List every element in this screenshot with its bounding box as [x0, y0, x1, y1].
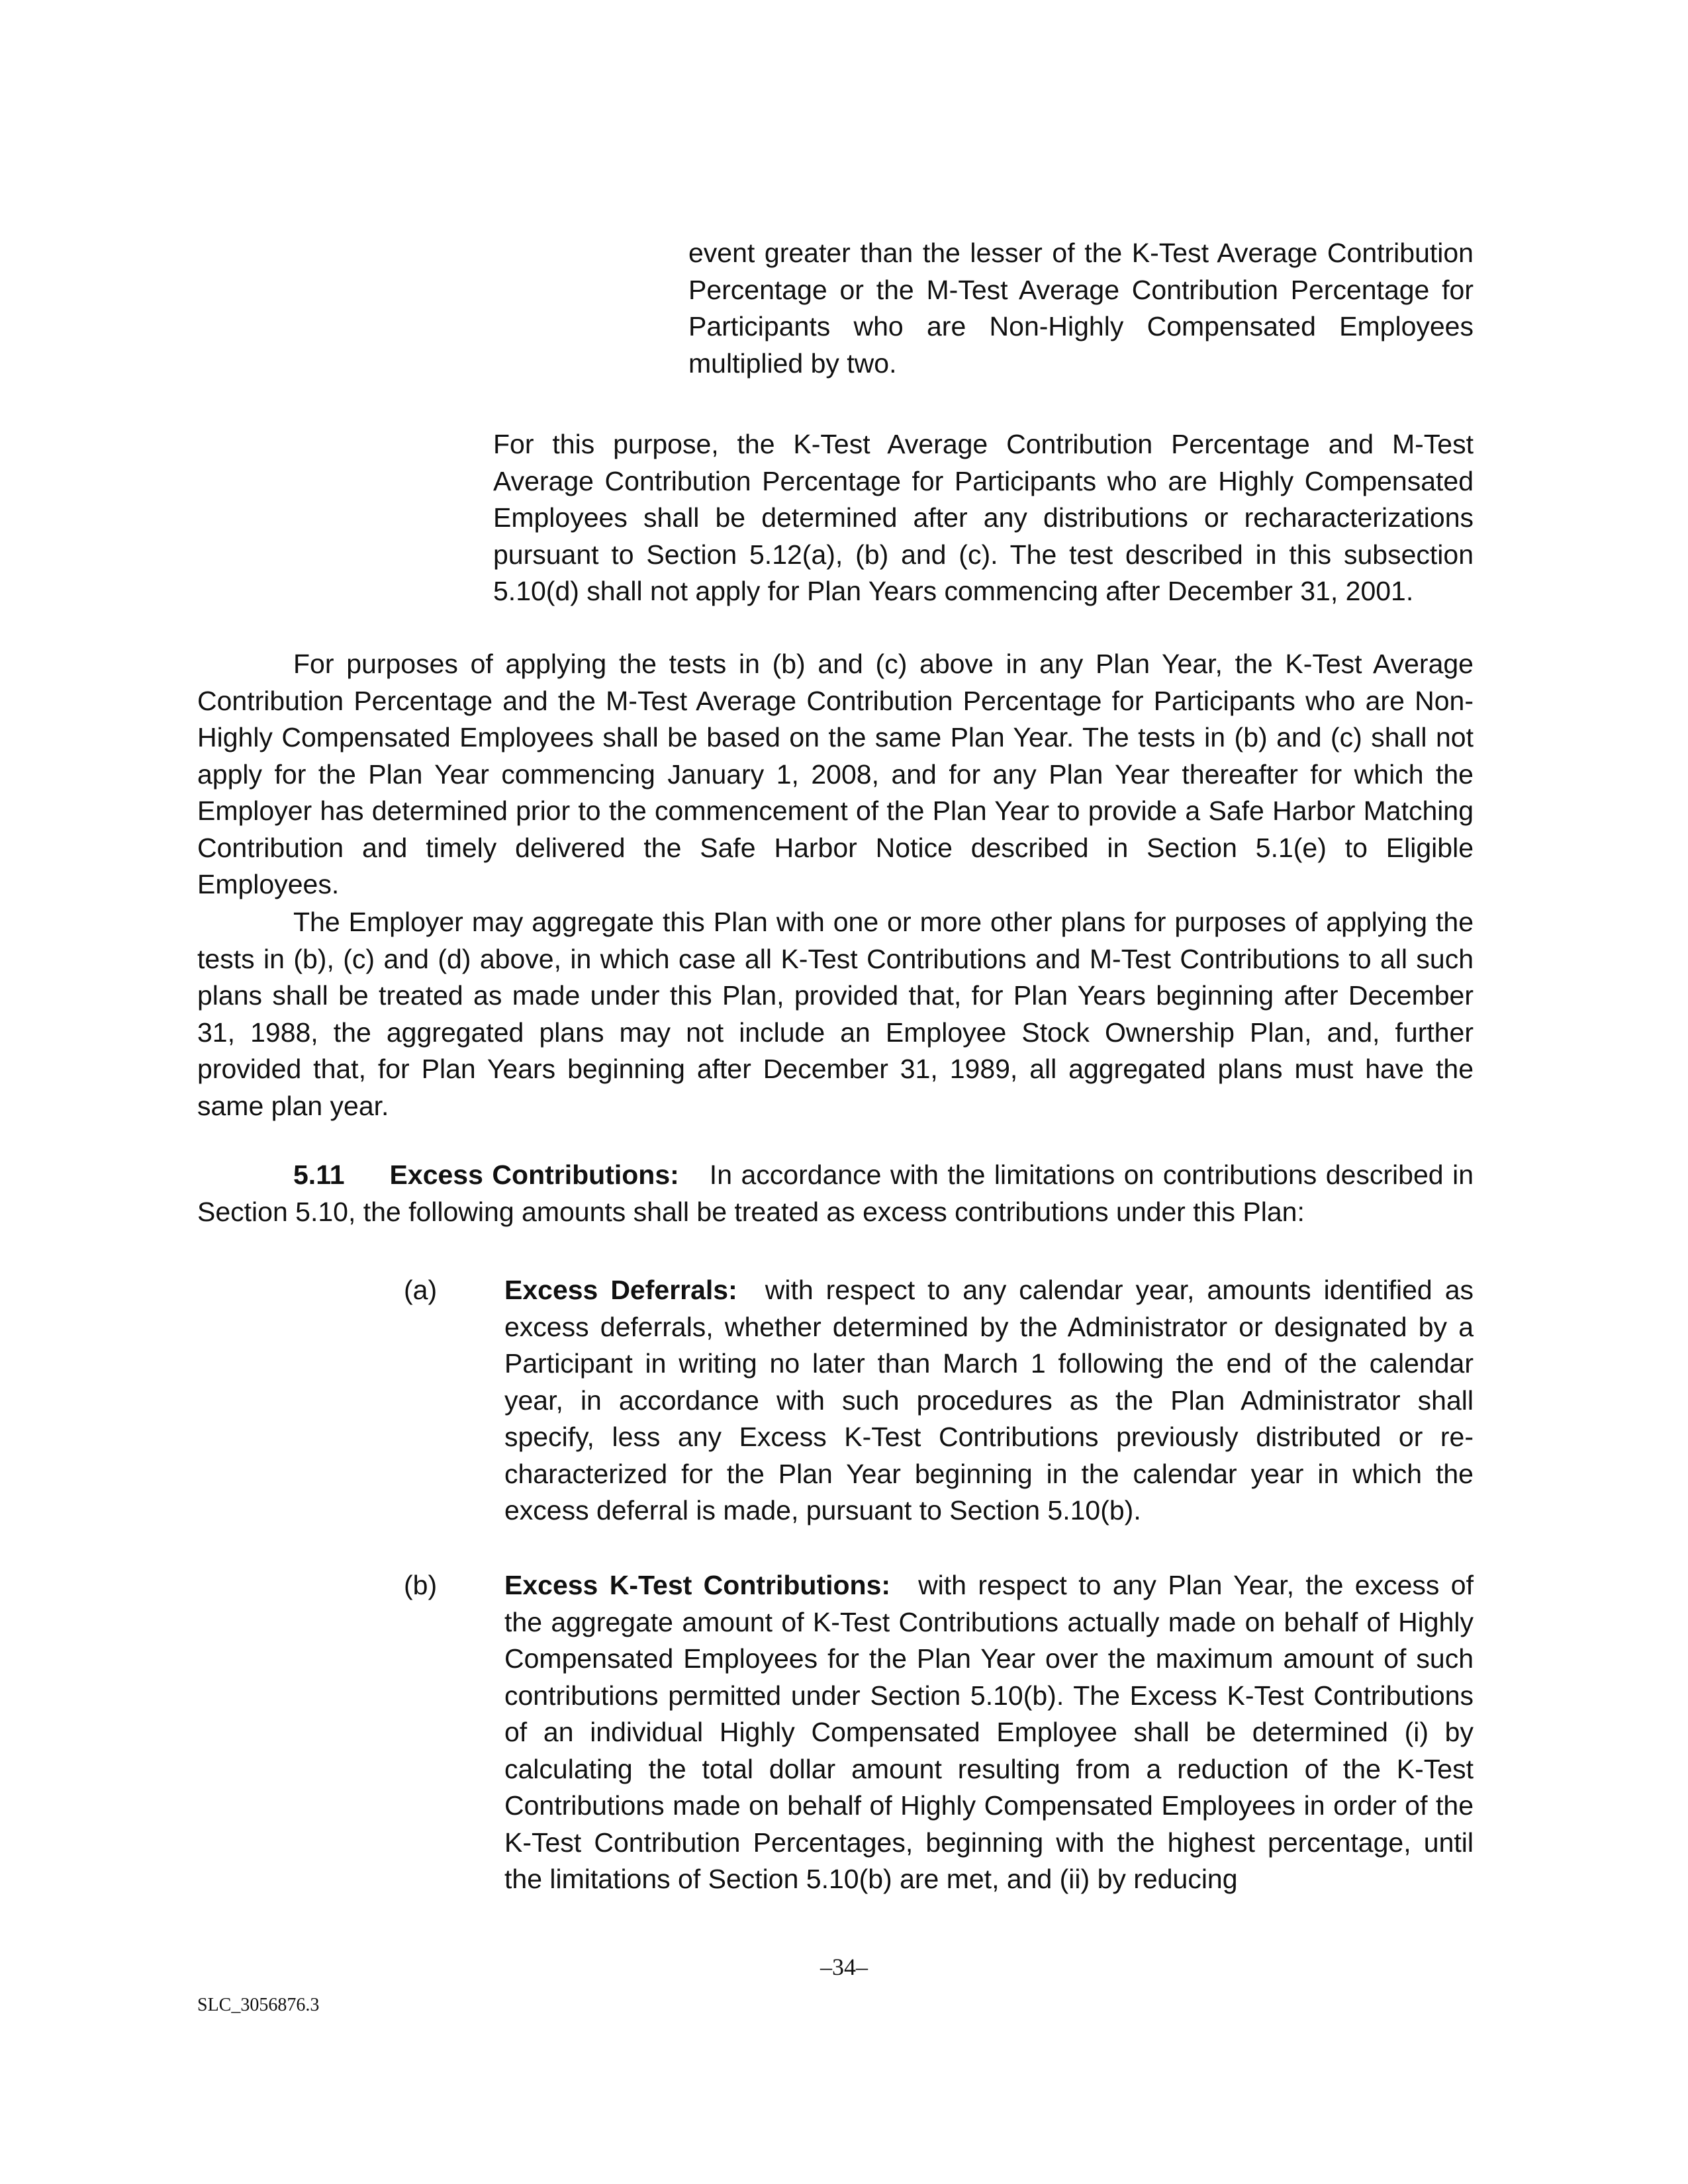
paragraph-tests: For purposes of applying the tests in (b) and (c) above in any Plan Year, the K-Test Average Contribution Percentage and the M-Test Average Contribution Percentage for Participants who are Non-Highly Compensated Employees shall be based on the same Plan Year. The tests in (b) and (c) shall not apply for the Plan Year commencing January 1, 2008, and for any Plan Year thereafter for which the Employer has determined prior to the commencement of the Plan Year to provide a Safe Harbor Matching Contribution and timely delivered the Safe Harbor Notice described in Section 5.1(e) to Eligible Employees.: [197, 649, 1474, 899]
item-b-label: (b): [404, 1570, 438, 1600]
document-id: SLC_3056876.3: [197, 1995, 320, 2015]
item-b-title: Excess K-Test Contributions:: [504, 1570, 891, 1600]
paragraph-purpose: For this purpose, the K-Test Average Contribution Percentage and M-Test Average Contribution Percentage for Participants who are Highly Compensated Employees shall be determined after any distributions or recharacterizations pursuant to Section 5.12(a), (b) and (c). The test described in this subsection 5.10(d) shall not apply for Plan Years commencing after December 31, 2001.: [493, 429, 1474, 606]
item-a-text: with respect to any calendar year, amounts identified as excess deferrals, whether determined by the Administrator or designated by a Participant in writing no later than March 1 following the end of the calendar year, in accordance with such procedures as the Plan Administrator shall specify, less any Excess K-Test Contributions previously distributed or re-characterized for the Plan Year beginning in the calendar year in which the excess deferral is made, pursuant to Section 5.10(b).: [504, 1275, 1474, 1525]
section-title: Excess Contributions:: [389, 1160, 679, 1190]
section-5-11: [197, 1157, 1474, 1230]
page-number: –34–: [820, 1954, 868, 1980]
item-a-label: (a): [404, 1275, 438, 1305]
paragraph-continuation: event greater than the lesser of the K-Test Average Contribution Percentage or the M-Test Average Contribution Percentage for Participants who are Non-Highly Compensated Employees multiplied by two.: [688, 238, 1474, 379]
item-b: [504, 1567, 1474, 1898]
section-text: In accordance with the limitations on contributions described in Section 5.10, the following amounts shall be treated as excess contributions under this Plan:: [197, 1160, 1474, 1227]
item-a: [504, 1272, 1474, 1529]
item-b-text: with respect to any Plan Year, the excess of the aggregate amount of K-Test Contributions actually made on behalf of Highly Compensated Employees for the Plan Year over the maximum amount of such contributions permitted under Section 5.10(b). The Excess K-Test Contributions of an individual Highly Compensated Employee shall be determined (i) by calculating the total dollar amount resulting from a reduction of the K-Test Contributions made on behalf of Highly Compensated Employees in order of the K-Test Contribution Percentages, beginning with the highest percentage, until the limitations of Section 5.10(b) are met, and (ii) by reducing: [504, 1570, 1474, 1894]
section-number: 5.11: [293, 1160, 345, 1190]
item-a-title: Excess Deferrals:: [504, 1275, 737, 1305]
paragraph-aggregate: The Employer may aggregate this Plan with one or more other plans for purposes of applying the tests in (b), (c) and (d) above, in which case all K-Test Contributions and M-Test Contributions to all such plans shall be treated as made under this Plan, provided that, for Plan Years beginning after December 31, 1988, the aggregated plans may not include an Employee Stock Ownership Plan, and, further provided that, for Plan Years beginning after December 31, 1989, all aggregated plans must have the same plan year.: [197, 907, 1474, 1121]
